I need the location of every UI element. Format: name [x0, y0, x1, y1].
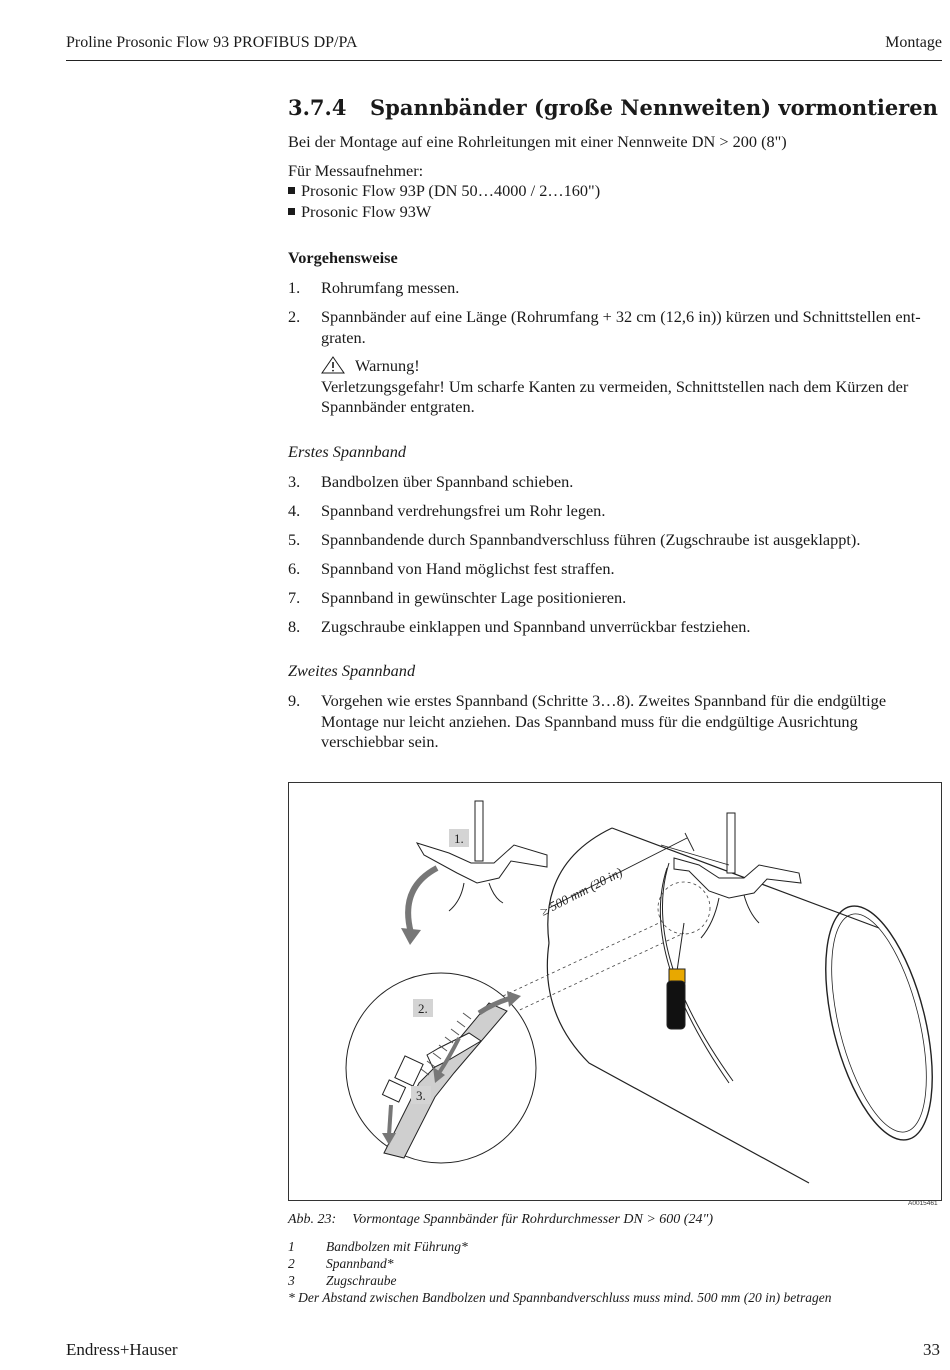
step-text: Spannband verdrehungsfrei um Rohr legen.: [321, 501, 606, 520]
warning-title: Warnung!: [355, 356, 420, 375]
legend-key: 1: [288, 1239, 295, 1254]
footer-page-number: 33: [923, 1340, 940, 1359]
sensor-label: Für Messaufnehmer:: [288, 161, 424, 180]
step-number: 7.: [288, 588, 301, 607]
legend-value: Zugschraube: [326, 1273, 397, 1288]
figure-legend: [288, 1238, 940, 1306]
step-text: Bandbolzen über Spannband schieben.: [321, 472, 574, 491]
step-text-line: Spannbänder auf eine Länge (Rohrumfang + 32 cm (12,6 in)) kürzen und Schnittstellen ent-: [321, 307, 921, 326]
footer-company: Endress+Hauser: [66, 1340, 178, 1359]
header-document-title: Proline Prosonic Flow 93 PROFIBUS DP/PA: [66, 34, 358, 51]
screwdriver-drawing: [667, 923, 685, 1029]
motion-arrow: [408, 868, 437, 933]
caption-text: Vormontage Spannbänder für Rohrdurchmesser DN > 600 (24"): [352, 1212, 713, 1227]
figure-label-2: 2.: [418, 1001, 428, 1016]
step-number: 3.: [288, 472, 301, 491]
sensor-item: [288, 202, 431, 223]
step-text: Spannband in gewünschter Lage positionieren.: [321, 588, 627, 607]
sensor-item: [288, 181, 600, 202]
bullet-icon: [288, 187, 295, 194]
subheading-first-band: Erstes Spannband: [288, 442, 407, 461]
sensor-item-label: Prosonic Flow 93W: [301, 202, 432, 221]
warning-text-line: Spannbänder entgraten.: [321, 397, 475, 416]
section-title: Spannbänder (große Nennweiten) vormontieren: [370, 95, 938, 120]
figure-caption: [288, 1212, 713, 1228]
step-number: 8.: [288, 617, 301, 636]
caption-number: Abb. 23:: [288, 1212, 337, 1227]
step-text: Spannband von Hand möglichst fest straffen.: [321, 559, 615, 578]
dimension-label: ≥ 500 mm (20 in): [537, 864, 625, 919]
figure-clamp-assembly: [288, 782, 942, 1201]
warning-triangle-icon: [321, 356, 345, 374]
step-number: 5.: [288, 530, 301, 549]
legend-key: 2: [288, 1256, 295, 1271]
figure-label-1: 1.: [454, 831, 464, 846]
step-text-line: Vorgehen wie erstes Spannband (Schritte 3…8). Zweites Spannband für die endgültige: [321, 691, 887, 710]
warning-text-line: Verletzungsgefahr! Um scharfe Kanten zu vermeiden, Schnittstellen nach dem Kürzen der: [321, 376, 909, 396]
step-text-line: graten.: [321, 327, 366, 347]
intro-text: Bei der Montage auf eine Rohrleitungen mit einer Nennweite DN > 200 (8"): [288, 132, 787, 151]
warning-title-row: [321, 356, 939, 377]
subheading-second-band: Zweites Spannband: [288, 661, 416, 680]
legend-value: Spannband*: [326, 1256, 394, 1271]
loose-bolt-bracket: [417, 801, 547, 911]
page-header: [66, 32, 942, 61]
legend-key: 3: [288, 1273, 295, 1288]
section-number: 3.7.4: [288, 95, 347, 120]
figure-label-3: 3.: [416, 1088, 426, 1103]
legend-row: [288, 1272, 940, 1289]
figure-id: A0015461: [908, 1200, 938, 1207]
step-text: Rohrumfang messen.: [321, 278, 460, 297]
step-text-line: Montage nur leicht anziehen. Das Spannband muss für die endgültige Ausrichtung: [321, 711, 858, 731]
header-chapter: Montage: [885, 34, 942, 51]
step-number: 1.: [288, 278, 301, 297]
step-number: 6.: [288, 559, 301, 578]
legend-value: Bandbolzen mit Führung*: [326, 1239, 468, 1254]
legend-footnote: * Der Abstand zwischen Bandbolzen und Spannbandverschluss muss mind. 500 mm (20 in) betragen: [288, 1290, 832, 1305]
procedure-heading: Vorgehensweise: [288, 248, 398, 267]
step-number: 2.: [288, 307, 301, 326]
step-text: Spannbandende durch Spannbandverschluss führen (Zugschraube ist ausgeklappt).: [321, 530, 861, 549]
step-number: 9.: [288, 691, 301, 710]
step-text: Zugschraube einklappen und Spannband unverrückbar festziehen.: [321, 617, 751, 636]
legend-row: [288, 1255, 940, 1272]
step-number: 4.: [288, 501, 301, 520]
bullet-icon: [288, 208, 295, 215]
step-text-line: verschiebbar sein.: [321, 732, 439, 751]
clamp-assembly-illustration: [289, 783, 941, 1200]
sensor-item-label: Prosonic Flow 93P (DN 50…4000 / 2…160"): [301, 181, 601, 200]
legend-row: [288, 1238, 940, 1255]
